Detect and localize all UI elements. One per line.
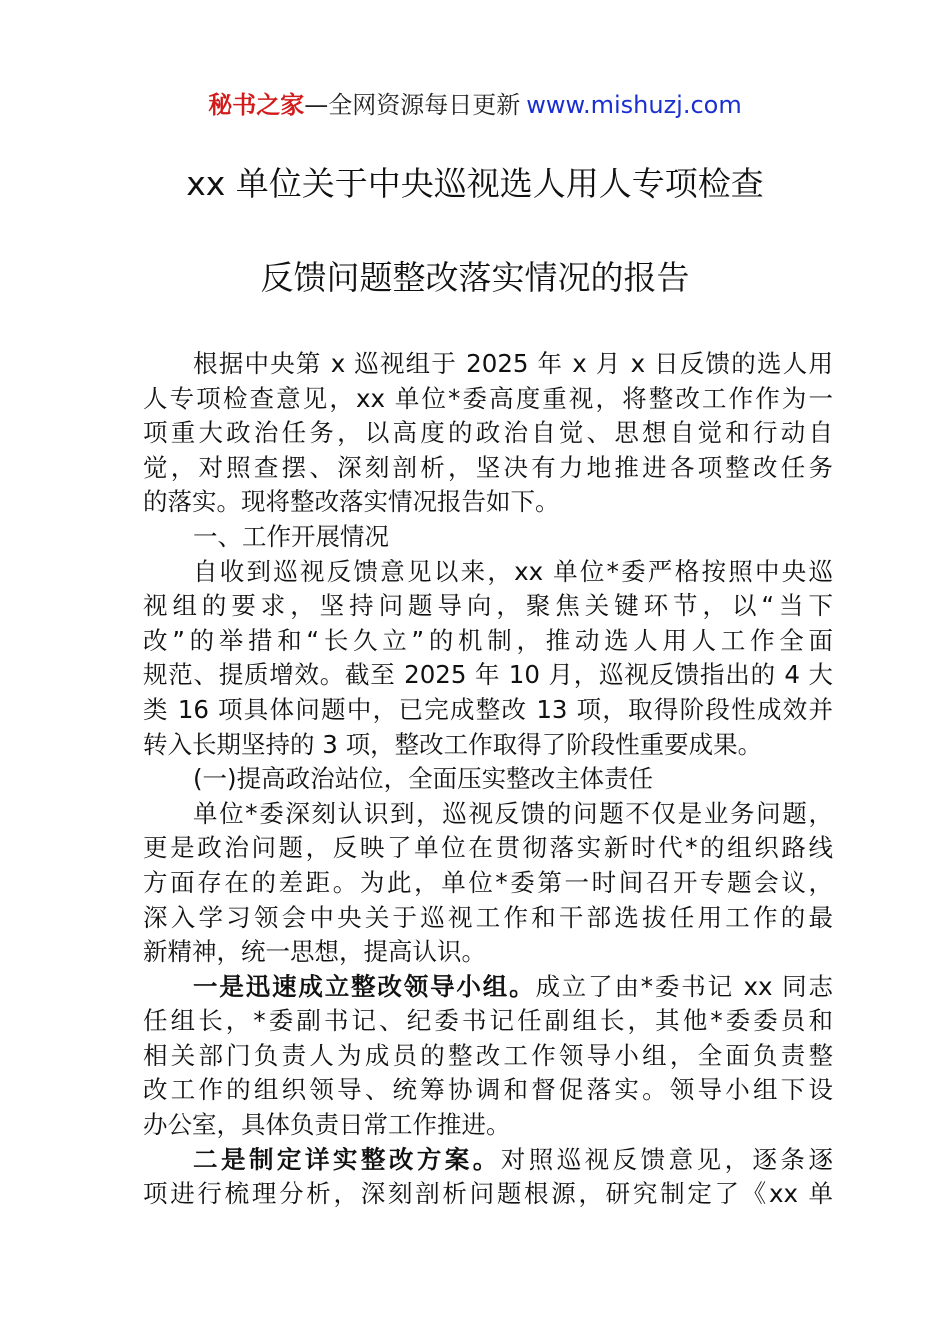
site-header [0,88,950,122]
point-one-lead: 一是迅速成立整改领导小组。 [193,971,536,1001]
site-url-link[interactable]: www.mishuzj.com [526,91,742,119]
body-line: 人专项检查意见，xx 单位*委高度重视，将整改工作作为一 [143,383,833,413]
document-title-line-2: 反馈问题整改落实情况的报告 [260,258,690,297]
body-line: 改工作的组织领导、统筹协调和督促落实。领导小组下设 [143,1075,833,1105]
body-line: 更是政治问题，反映了单位在贯彻落实新时代*的组织路线 [143,833,833,863]
point-one-text: 成立了由*委书记 xx 同志 [535,971,834,1001]
body-line [143,970,833,1005]
section-heading: 一、工作开展情况 [193,521,389,551]
body-line: 觉，对照查摆、深刻剖析，坚决有力地推进各项整改任务 [143,452,833,482]
document-body [143,347,833,1212]
body-line: 方面存在的差距。为此，单位*委第一时间召开专题会议， [143,867,833,897]
body-line: 项进行梳理分析，深刻剖析问题根源，研究制定了《xx 单 [143,1179,833,1209]
body-line: 类 16 项具体问题中，已完成整改 13 项，取得阶段性成效并 [143,694,833,724]
body-line: 单位*委深刻认识到，巡视反馈的问题不仅是业务问题， [193,798,833,828]
body-line: 办公室，具体负责日常工作推进。 [143,1110,511,1140]
header-dash: — [304,91,329,119]
body-line: 自收到巡视反馈意见以来，xx 单位*委严格按照中央巡 [193,556,833,586]
header-slogan: 全网资源每日更新 [328,91,521,119]
point-two-lead: 二是制定详实整改方案。 [193,1144,501,1174]
body-line: 任组长，*委副书记、纪委书记任副组长，其他*委委员和 [143,1006,833,1036]
body-line: 转入长期坚持的 3 项，整改工作取得了阶段性重要成果。 [143,729,763,759]
document-title-line-1: xx 单位关于中央巡视选人用人专项检查 [186,164,764,203]
point-two-text: 对照巡视反馈意见，逐条逐 [500,1144,833,1174]
brand-name: 秘书之家 [208,91,305,119]
body-line: 改”的举措和“长久立”的机制，推动选人用人工作全面 [143,625,833,655]
body-line: 深入学习领会中央关于巡视工作和干部选拔任用工作的最 [143,902,833,932]
body-line [143,1143,833,1178]
body-line: 规范、提质增效。截至 2025 年 10 月，巡视反馈指出的 4 大 [143,660,833,690]
body-line: 根据中央第 x 巡视组于 2025 年 x 月 x 日反馈的选人用 [193,349,833,378]
subsection-heading: (一)提高政治站位，全面压实整改主体责任 [193,764,654,794]
body-line: 项重大政治任务，以高度的政治自觉、思想自觉和行动自 [143,418,833,448]
body-line: 新精神，统一思想，提高认识。 [143,937,486,967]
body-line: 视组的要求，坚持问题导向，聚焦关键环节，以“当下 [143,591,833,621]
body-line: 的落实。现将整改落实情况报告如下。 [143,487,560,517]
body-line: 相关部门负责人为成员的整改工作领导小组，全面负责整 [143,1040,833,1070]
